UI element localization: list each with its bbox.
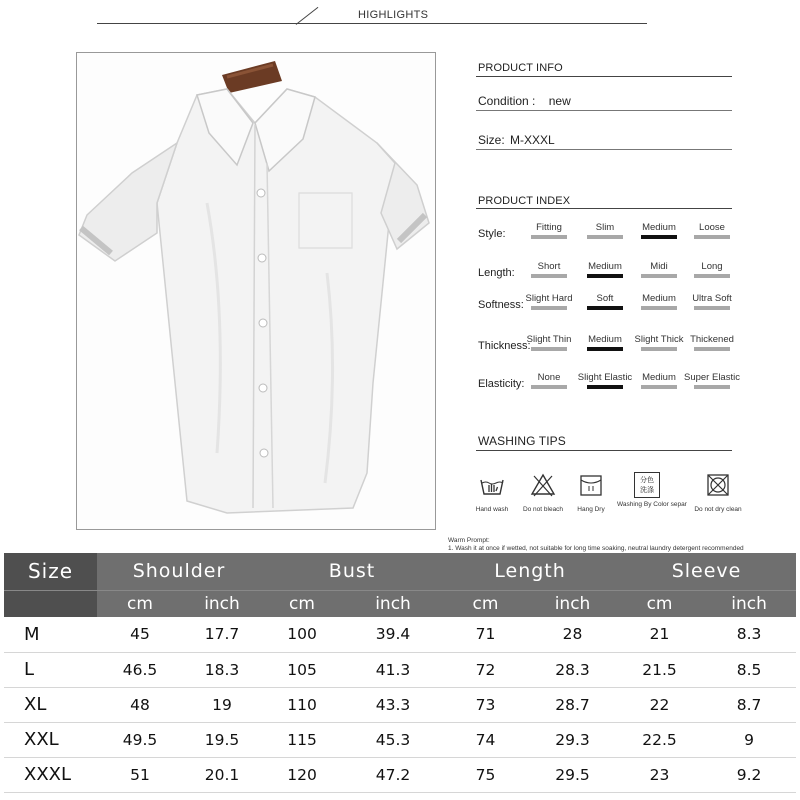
index-option-label: Thickened [690,334,734,345]
size-cell: XXXL [4,757,97,792]
index-option-bar [531,235,567,239]
index-option-selected [574,372,636,389]
unit-header: cm [261,590,343,617]
index-row-label: Thickness: [478,340,531,352]
index-option [518,261,580,278]
wash-by-color-icon: 分色 洗涤 [634,472,660,498]
index-option-label: Soft [596,293,614,304]
measurement-cell: 21 [617,617,702,652]
no-dry-clean-icon [705,472,731,498]
index-option-bar [694,274,730,278]
size-value: M-XXXL [510,133,555,147]
measurement-cell: 49.5 [97,722,183,757]
index-option-bar [587,235,623,239]
wash-item-no-dry-clean [688,472,748,513]
index-option-bar [587,385,623,389]
index-option-label: Slight Hard [525,293,573,304]
index-option [518,334,580,351]
index-option [518,372,580,389]
size-label: Size: [478,133,505,147]
sleeve-header: Sleeve [617,553,796,590]
table-row [4,687,796,722]
condition-label: Condition : [478,94,536,108]
condition-row [478,94,571,108]
product-index-title: PRODUCT INDEX [478,195,571,207]
index-option-label: Slim [595,222,615,233]
warm-prompt-title: Warm Prompt: [448,537,490,544]
index-option-bar [641,385,677,389]
index-option-label: Slight Elastic [577,372,633,383]
measurement-cell: 28.7 [528,687,617,722]
condition-rule [476,110,732,111]
measurement-cell: 28.3 [528,652,617,687]
measurement-cell: 75 [443,757,528,792]
table-row [4,757,796,792]
index-option-label: Fitting [536,222,562,233]
index-option-bar [641,347,677,351]
index-option-selected [574,293,636,310]
unit-header: cm [97,590,183,617]
measurement-cell: 9.2 [702,757,796,792]
index-option-label: Medium [588,261,622,272]
measurement-cell: 47.2 [343,757,443,792]
index-option-bar [694,385,730,389]
warm-prompt-text: 1. Wash it at once if wetted, not suitable for long time soaking, neutral laundry detergent recommended [448,545,744,552]
measurement-cell: 45 [97,617,183,652]
size-cell: XL [4,687,97,722]
measurement-cell: 74 [443,722,528,757]
index-row-label: Softness: [478,299,524,311]
measurement-cell: 46.5 [97,652,183,687]
measurement-cell: 71 [443,617,528,652]
index-option-label: Super Elastic [684,372,740,383]
measurement-cell: 22 [617,687,702,722]
index-option-bar [694,306,730,310]
condition-value: new [548,94,571,108]
table-row [4,652,796,687]
wash-label-no-bleach: Do not bleach [522,506,564,513]
index-option [574,222,636,239]
index-option-label: Slight Thick [634,334,684,345]
index-option [681,261,743,278]
unit-header: cm [617,590,702,617]
index-option-selected [574,261,636,278]
unit-header: inch [528,590,617,617]
index-option-label: Short [537,261,561,272]
measurement-cell: 43.3 [343,687,443,722]
measurement-cell: 51 [97,757,183,792]
index-option-bar [587,306,623,310]
wash-item-hang-dry [561,472,621,513]
measurement-cell: 39.4 [343,617,443,652]
index-option-bar [531,306,567,310]
wash-item-color-separate [617,472,687,508]
index-option [518,293,580,310]
index-option-label: Ultra Soft [692,293,732,304]
measurement-cell: 105 [261,652,343,687]
measurement-cell: 21.5 [617,652,702,687]
index-option-bar [641,274,677,278]
measurement-cell: 28 [528,617,617,652]
size-chart-table [4,553,796,793]
size-table-body [4,617,796,792]
index-option-selected [574,334,636,351]
measurement-cell: 29.3 [528,722,617,757]
index-row-label: Elasticity: [478,378,525,390]
product-index-rule [476,208,732,209]
product-photo [76,52,436,530]
wash-label-hang-dry: Hang Dry [577,506,605,513]
table-row [4,722,796,757]
index-option-label: Medium [588,334,622,345]
size-rule [476,149,732,150]
index-option-label: Medium [642,372,676,383]
index-option-bar [694,235,730,239]
size-cell: M [4,617,97,652]
index-option-bar [641,306,677,310]
index-option-label: Loose [699,222,725,233]
highlights-rule [97,23,647,24]
index-option [681,293,743,310]
washing-tips-rule [476,450,732,451]
index-option-label: Medium [642,293,676,304]
product-info-title: PRODUCT INFO [478,62,563,74]
no-bleach-icon [530,472,556,498]
unit-header: inch [343,590,443,617]
hand-wash-icon [479,472,505,498]
measurement-cell: 29.5 [528,757,617,792]
unit-header: inch [702,590,796,617]
measurement-cell: 18.3 [183,652,261,687]
index-option-bar [641,235,677,239]
index-option-bar [531,274,567,278]
size-row [478,133,555,147]
index-option [681,222,743,239]
index-option [681,372,743,389]
size-table-header-row [4,553,796,590]
size-cell: L [4,652,97,687]
index-row-label: Style: [478,228,506,240]
measurement-cell: 115 [261,722,343,757]
measurement-cell: 22.5 [617,722,702,757]
measurement-cell: 72 [443,652,528,687]
index-option [518,222,580,239]
measurement-cell: 8.5 [702,652,796,687]
index-option-label: Medium [642,222,676,233]
length-header: Length [443,553,617,590]
index-option-bar [587,347,623,351]
size-table-unit-row [4,590,796,617]
product-info-rule [476,76,732,77]
measurement-cell: 23 [617,757,702,792]
wash-label-no-dry-clean: Do not dry clean [694,506,742,513]
index-option [681,334,743,351]
size-cell: XXL [4,722,97,757]
measurement-cell: 73 [443,687,528,722]
measurement-cell: 45.3 [343,722,443,757]
index-option-label: Midi [650,261,668,272]
measurement-cell: 48 [97,687,183,722]
unit-blank-cell [4,590,97,617]
index-option-label: None [537,372,561,383]
measurement-cell: 8.3 [702,617,796,652]
washing-tips-title: WASHING TIPS [478,434,566,448]
measurement-cell: 19.5 [183,722,261,757]
index-option-label: Slight Thin [526,334,572,345]
wash-label-color-separate: Washing By Color separ [617,501,687,508]
highlights-title: HIGHLIGHTS [358,9,429,21]
index-row-label: Length: [478,267,515,279]
measurement-cell: 110 [261,687,343,722]
index-option-bar [694,347,730,351]
measurement-cell: 9 [702,722,796,757]
index-option-bar [531,385,567,389]
measurement-cell: 19 [183,687,261,722]
measurement-cell: 41.3 [343,652,443,687]
bust-header: Bust [261,553,443,590]
unit-header: cm [443,590,528,617]
index-option-bar [587,274,623,278]
index-option-bar [531,347,567,351]
shoulder-header: Shoulder [97,553,261,590]
measurement-cell: 17.7 [183,617,261,652]
size-header: Size [4,553,97,590]
index-option-label: Long [701,261,723,272]
measurement-cell: 20.1 [183,757,261,792]
white-shirt-image [77,53,436,530]
unit-header: inch [183,590,261,617]
measurement-cell: 8.7 [702,687,796,722]
measurement-cell: 120 [261,757,343,792]
measurement-cell: 100 [261,617,343,652]
hang-dry-icon [578,472,604,498]
table-row [4,617,796,652]
wash-label-hand-wash: Hand wash [475,506,509,513]
